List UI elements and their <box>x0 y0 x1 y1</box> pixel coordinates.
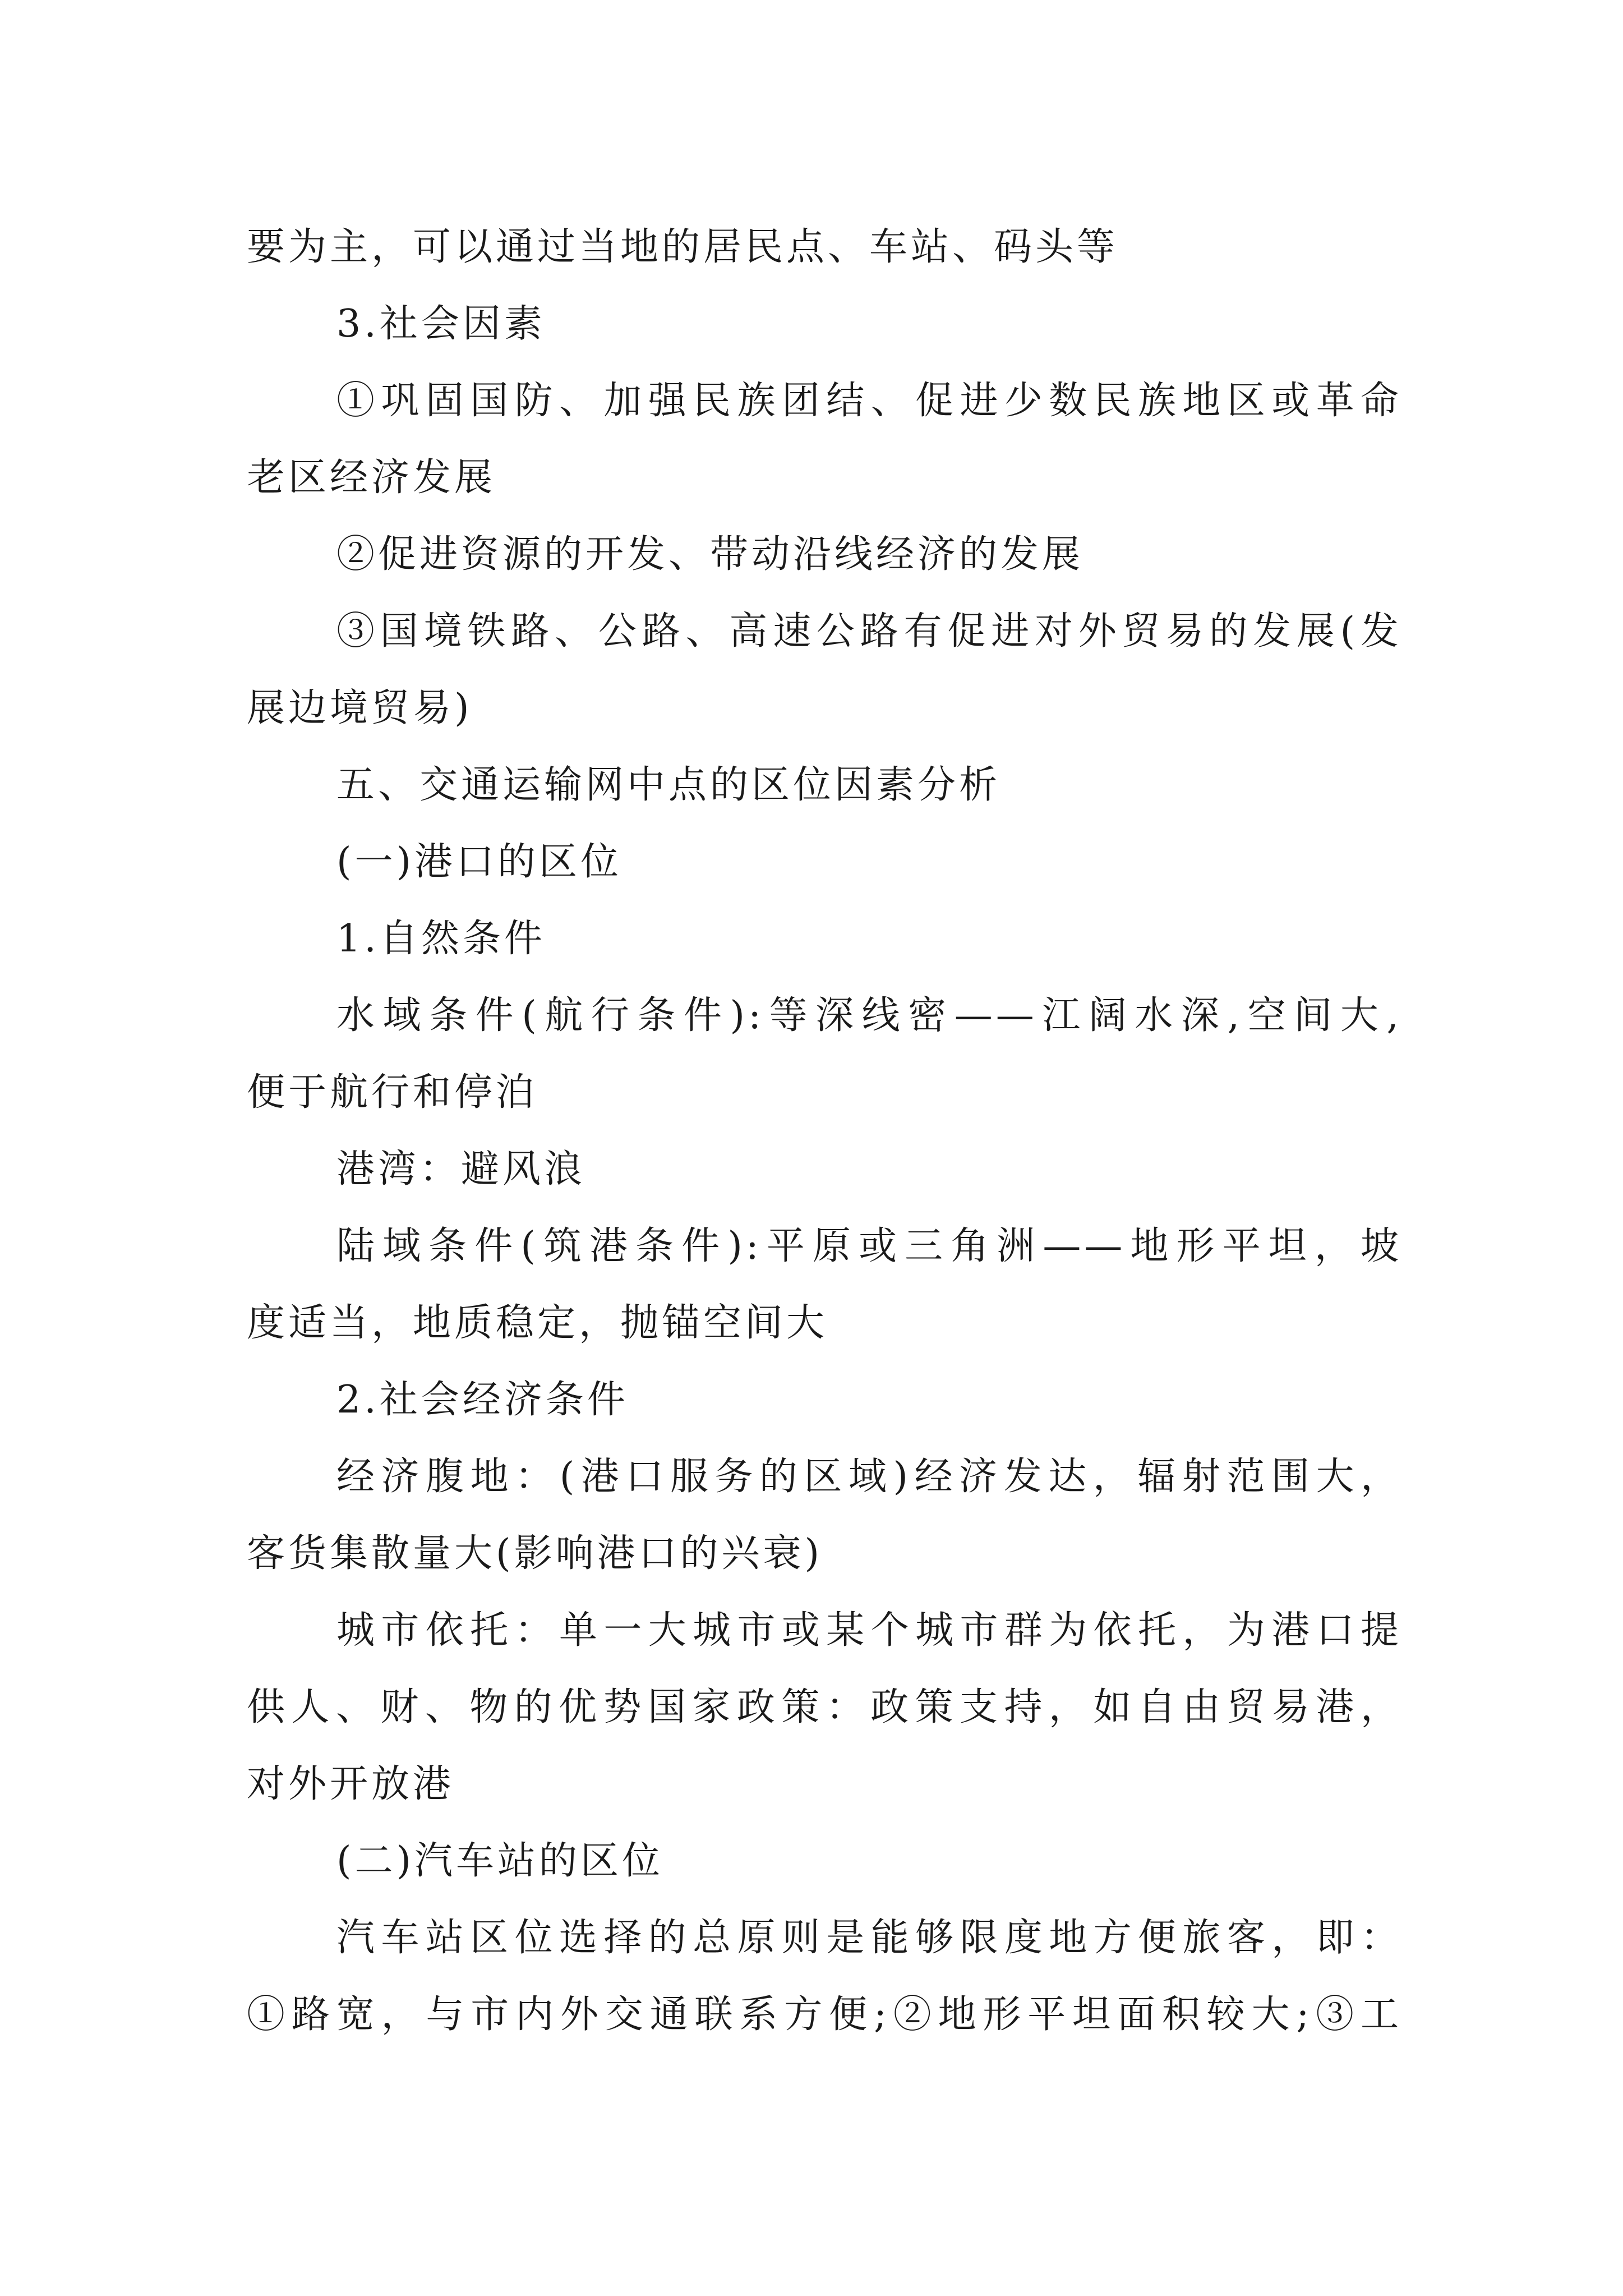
text-line: 客货集散量大(影响港口的兴衰) <box>247 1531 823 1576</box>
section-heading: (一)港口的区位 <box>336 840 623 884</box>
text-line: 陆域条件(筑港条件):平原或三角洲——地形平坦，坡 <box>336 1224 1402 1268</box>
text-line: 汽车站区位选择的总原则是能够限度地方便旅客，即： <box>336 1916 1402 1960</box>
text-line: 展边境贸易) <box>247 686 473 730</box>
section-heading: (二)汽车站的区位 <box>336 1839 664 1883</box>
text-line: ②促进资源的开发、带动沿线经济的发展 <box>336 532 1084 577</box>
text-line: 供人、财、物的优势国家政策：政策支持，如自由贸易港， <box>247 1685 1402 1729</box>
text-line: 港湾：避风浪 <box>336 1147 586 1191</box>
document-body <box>247 209 1402 2053</box>
text-line: 便于航行和停泊 <box>247 1070 538 1115</box>
text-line: 经济腹地：(港口服务的区域)经济发达，辐射范围大， <box>336 1455 1402 1499</box>
section-heading: 五、交通运输网中点的区位因素分析 <box>336 763 1001 807</box>
text-line: 老区经济发展 <box>247 455 496 500</box>
text-line: 对外开放港 <box>247 1762 455 1806</box>
section-heading: 2.社会经济条件 <box>336 1378 629 1422</box>
text-line: 水域条件(航行条件):等深线密——江阔水深,空间大, <box>336 993 1402 1038</box>
text-line: ①路宽，与市内外交通联系方便;②地形平坦面积较大;③工 <box>247 1993 1402 2037</box>
text-line: ①巩固国防、加强民族团结、促进少数民族地区或革命 <box>336 379 1402 423</box>
text-line: 城市依托：单一大城市或某个城市群为依托，为港口提 <box>336 1608 1402 1653</box>
text-line: ③国境铁路、公路、高速公路有促进对外贸易的发展(发 <box>336 609 1402 654</box>
section-heading: 1.自然条件 <box>336 917 546 961</box>
text-line: 要为主，可以通过当地的居民点、车站、码头等 <box>247 225 1119 269</box>
text-line: 度适当，地质稳定，抛锚空间大 <box>247 1301 828 1345</box>
section-heading: 3.社会因素 <box>336 302 546 346</box>
